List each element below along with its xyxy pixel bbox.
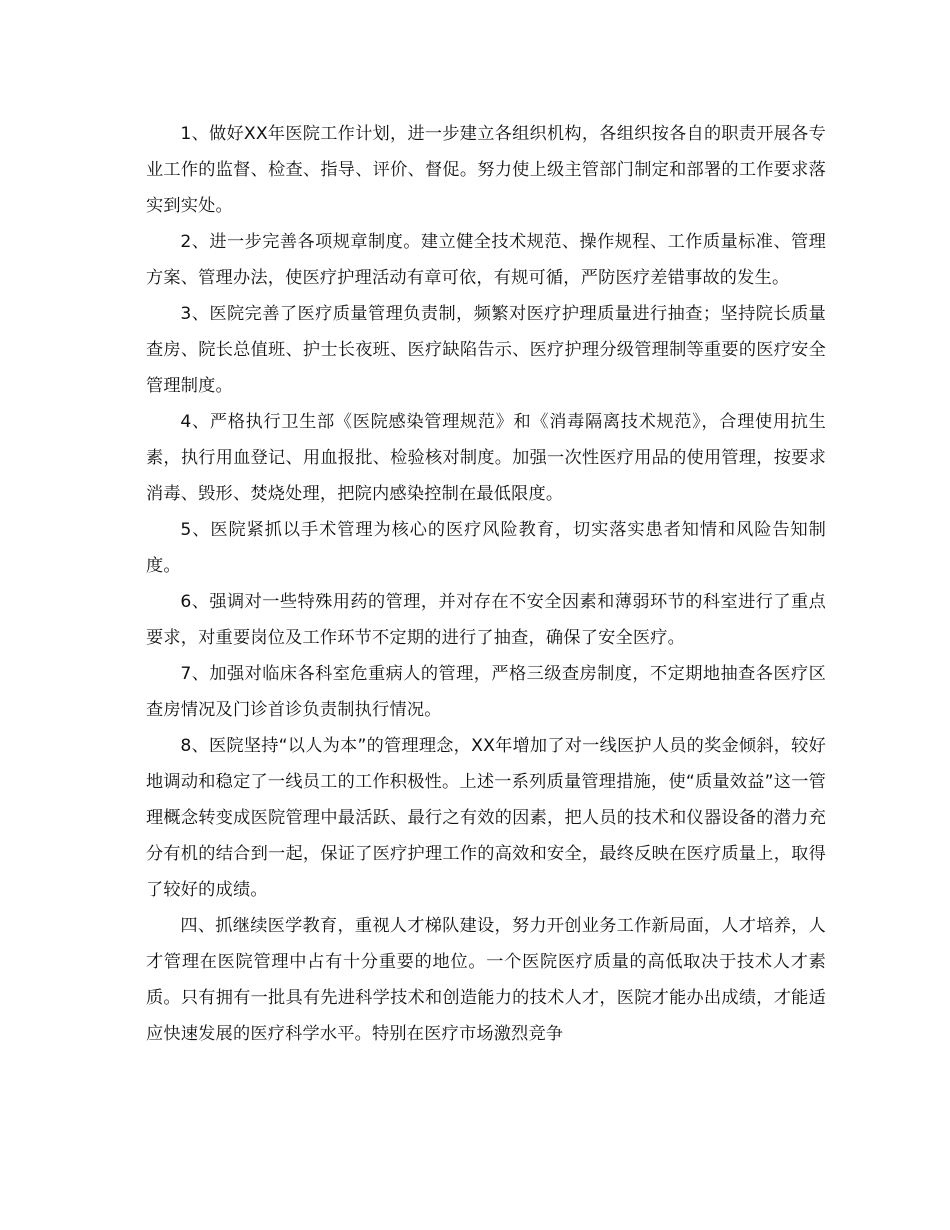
paragraph-6: 6、强调对一些特殊用药的管理，并对存在不安全因素和薄弱环节的科室进行了重点要求，对重要岗位及工作环节不定期的进行了抽查，确保了安全医疗。 (146, 592, 826, 648)
paragraph-3: 3、医院完善了医疗质量管理负责制，频繁对医疗护理质量进行抽查；坚持院长质量查房、院长总值班、护士长夜班、医疗缺陷告示、医疗护理分级管理制等重要的医疗安全管理制度。 (146, 304, 826, 396)
paragraph-7: 7、加强对临床各科室危重病人的管理，严格三级查房制度，不定期地抽查各医疗区查房情况及门诊首诊负责制执行情况。 (146, 664, 826, 720)
paragraph-8: 8、医院坚持“以人为本”的管理理念，XX年增加了对一线医护人员的奖金倾斜，较好地调动和稳定了一线员工的工作积极性。上述一系列质量管理措施，使“质量效益”这一管理概念转变成医院管理中最活跃、最行之有效的因素，把人员的技术和仪器设备的潜力充分有机的结合到一起，保证了医疗护理工作的高效和安全，最终反映在医疗质量上，取得了较好的成绩。 (146, 736, 826, 900)
paragraph-1: 1、做好XX年医院工作计划，进一步建立各组织机构，各组织按各自的职责开展各专业工作的监督、检查、指导、评价、督促。努力使上级主管部门制定和部署的工作要求落实到实处。 (146, 124, 826, 216)
paragraph-4: 4、严格执行卫生部《医院感染管理规范》和《消毒隔离技术规范》，合理使用抗生素，执行用血登记、用血报批、检验核对制度。加强一次性医疗用品的使用管理，按要求消毒、毁形、焚烧处理，把院内感染控制在最低限度。 (146, 412, 826, 504)
paragraph-5: 5、医院紧抓以手术管理为核心的医疗风险教育，切实落实患者知情和风险告知制度。 (146, 520, 826, 576)
paragraph-2: 2、进一步完善各项规章制度。建立健全技术规范、操作规程、工作质量标准、管理方案、管理办法，使医疗护理活动有章可依，有规可循，严防医疗差错事故的发生。 (146, 232, 826, 288)
document-body (146, 116, 826, 1052)
paragraph-9: 四、抓继续医学教育，重视人才梯队建设，努力开创业务工作新局面，人才培养，人才管理在医院管理中占有十分重要的地位。一个医院医疗质量的高低取决于技术人才素质。只有拥有一批具有先进科学技术和创造能力的技术人才，医院才能办出成绩，才能适应快速发展的医疗科学水平。特别在医疗市场激烈竞争 (146, 916, 826, 1044)
